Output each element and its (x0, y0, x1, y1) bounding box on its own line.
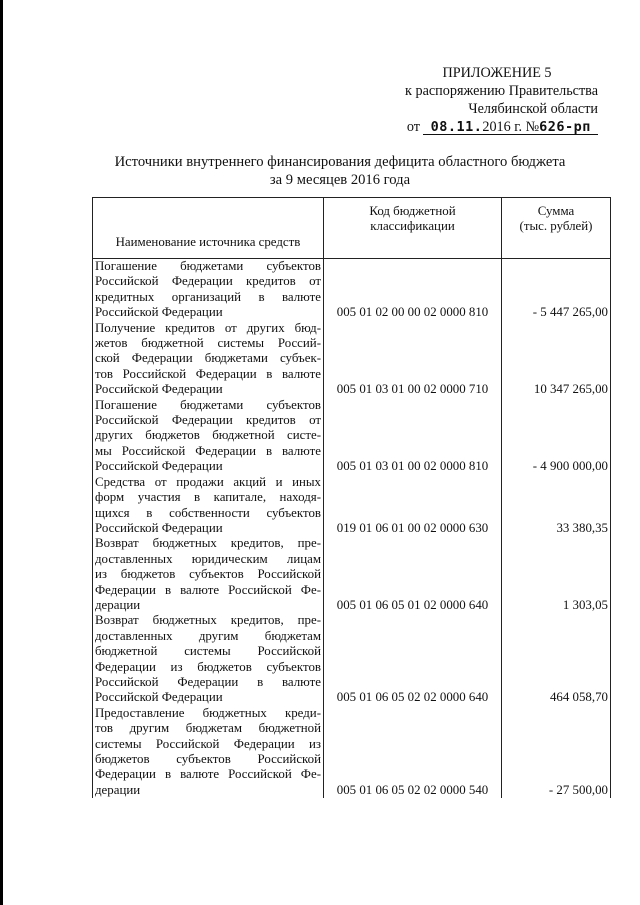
amount: 1 303,05 (502, 536, 611, 613)
source-name-line: Российской Федерации (95, 520, 223, 535)
header-sum-line-2: (тыс. рублей) (519, 219, 593, 234)
source-name-line: Возврат бюджетных кредитов, пре- (95, 536, 321, 551)
budget-classification-code: 005 01 03 01 00 02 0000 710 (324, 321, 502, 398)
source-name (93, 706, 324, 798)
amount: 10 347 265,00 (502, 321, 611, 398)
appendix-line-2: Челябинской области (468, 101, 598, 117)
table-row (93, 398, 611, 475)
source-name-line: Федерации в валюте Российской Фе- (95, 582, 321, 597)
source-name-line: Погашение бюджетами субъектов (95, 397, 321, 412)
source-name-line: Средства от продажи акций и иных (95, 474, 321, 489)
source-name-line: Российской Федерации (95, 305, 223, 320)
table-row (93, 259, 611, 321)
budget-classification-code: 005 01 02 00 00 02 0000 810 (324, 259, 502, 321)
document-title-line-1: Источники внутреннего финансирования дефицита областного бюджета (114, 154, 566, 170)
amount: - 5 447 265,00 (502, 259, 611, 321)
order-underline (423, 120, 598, 135)
source-name-line: дерации (95, 782, 141, 797)
document-title (60, 153, 620, 189)
source-name (93, 398, 324, 475)
source-name-line: Получение кредитов от других бюд- (95, 320, 321, 335)
source-name (93, 259, 324, 321)
table-row (93, 613, 611, 705)
appendix-header (358, 64, 598, 136)
budget-classification-code: 005 01 06 05 02 02 0000 540 (324, 706, 502, 798)
source-name-line: Российской Федерации (95, 459, 223, 474)
appendix-line-1: к распоряжению Правительства (405, 83, 598, 99)
table-header-row (93, 198, 611, 259)
order-prefix: от (406, 119, 420, 135)
source-name-line: других бюджетов бюджетной систе- (95, 428, 321, 443)
budget-classification-code: 019 01 06 01 00 02 0000 630 (324, 475, 502, 537)
amount: - 4 900 000,00 (502, 398, 611, 475)
header-code: Код бюджетной классификации (324, 198, 502, 259)
header-sum-line-1: Сумма (537, 204, 575, 218)
order-year: 2016 г. № (482, 119, 540, 135)
source-name-line: мы Российской Федерации в валюте (95, 443, 321, 458)
source-name-line: ской Федерации бюджетами субъек- (95, 351, 321, 366)
source-name-line: кредитных организаций в валюте (95, 289, 321, 304)
source-name-line: форм участия в капитале, находя- (95, 490, 321, 505)
scan-edge (0, 0, 3, 905)
source-name-line: тов другим бюджетам бюджетной (95, 721, 321, 736)
table-row (93, 706, 611, 798)
table-row (93, 475, 611, 537)
budget-classification-code: 005 01 06 05 02 02 0000 640 (324, 613, 502, 705)
appendix-title: ПРИЛОЖЕНИЕ 5 (442, 65, 552, 81)
source-name-line: щихся в собственности субъектов (95, 505, 321, 520)
amount: - 27 500,00 (502, 706, 611, 798)
header-name: Наименование источника средств (93, 198, 324, 259)
order-date: 08.11. (430, 119, 483, 135)
source-name (93, 536, 324, 613)
source-name (93, 321, 324, 398)
table-body (93, 259, 611, 799)
source-name-line: доставленных юридическим лицам (95, 551, 321, 566)
table-row (93, 536, 611, 613)
source-name-line: Федерации из бюджетов субъектов (95, 659, 321, 674)
source-name-line: системы Российской Федерации из (95, 736, 321, 751)
amount: 464 058,70 (502, 613, 611, 705)
source-name-line: Российской Федерации кредитов от (95, 274, 321, 289)
source-name-line: Федерации в валюте Российской Фе- (95, 767, 321, 782)
budget-classification-code: 005 01 03 01 00 02 0000 810 (324, 398, 502, 475)
amount: 33 380,35 (502, 475, 611, 537)
source-name-line: Российской Федерации в валюте (95, 674, 321, 689)
source-name-line: жетов бюджетной системы Россий- (95, 336, 321, 351)
source-name-line: Российской Федерации кредитов от (95, 413, 321, 428)
source-name-line: Погашение бюджетами субъектов (95, 259, 321, 273)
source-name-line: тов Российской Федерации в валюте (95, 366, 321, 381)
budget-classification-code: 005 01 06 05 01 02 0000 640 (324, 536, 502, 613)
source-name-line: Российской Федерации (95, 690, 223, 705)
source-name-line: Российской Федерации (95, 382, 223, 397)
source-name-line: Предоставление бюджетных креди- (95, 705, 321, 720)
financing-sources-table (92, 197, 611, 798)
source-name-line: доставленных другим бюджетам (95, 628, 321, 643)
source-name-line: дерации (95, 597, 141, 612)
table-row (93, 321, 611, 398)
source-name-line: Возврат бюджетных кредитов, пре- (95, 613, 321, 628)
order-reference (358, 118, 598, 136)
order-number: 626-рп (539, 119, 591, 135)
source-name-line: бюджетной системы Российской (95, 644, 321, 659)
source-name (93, 475, 324, 537)
source-name (93, 613, 324, 705)
source-name-line: бюджетов субъектов Российской (95, 752, 321, 766)
header-sum (502, 198, 611, 259)
source-name-line: из бюджетов субъектов Российской (95, 567, 321, 582)
document-title-line-2: за 9 месяцев 2016 года (269, 172, 411, 188)
